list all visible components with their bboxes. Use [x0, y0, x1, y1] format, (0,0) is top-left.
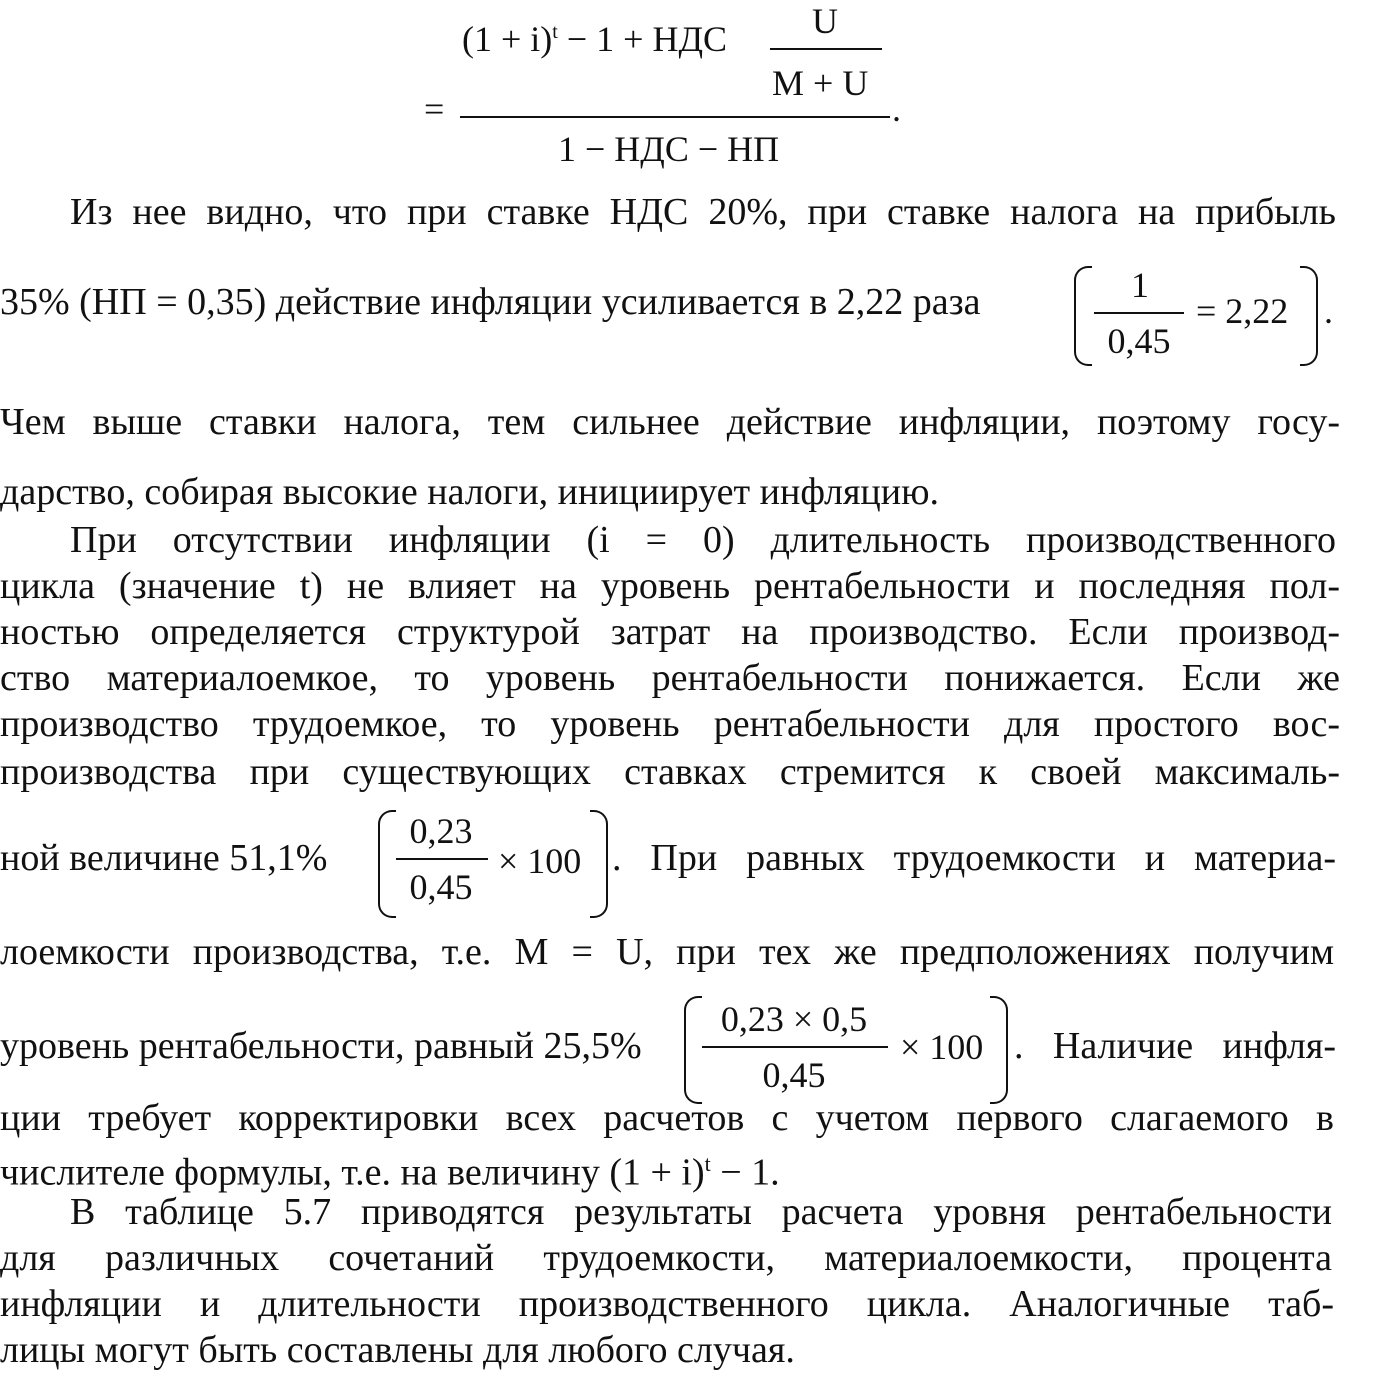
- fraction-bar: [1094, 312, 1184, 314]
- fraction-numerator: 0,23: [409, 811, 473, 851]
- text-line: Чем выше ставки налога, тем сильнее действие инфляции, поэтому госу-: [0, 401, 1340, 443]
- left-paren: [684, 996, 702, 1104]
- right-paren: [1300, 266, 1318, 366]
- formula-denominator: 1 − НДС − НП: [558, 129, 780, 169]
- text-line: производство трудоемкое, то уровень рентабельности для простого вос-: [0, 703, 1340, 745]
- formula-numerator: $(1 + i)^t - 1$ + НДС: [462, 19, 728, 59]
- fraction-denominator: 0,45: [762, 1055, 826, 1095]
- fraction-numerator: 1: [1131, 265, 1149, 305]
- text-line: производства при существующих ставках стремится к своей максималь-: [0, 751, 1340, 793]
- text-line: ностью определяется структурой затрат на производство. Если производ-: [0, 611, 1340, 653]
- text-line: числителе формулы, т.е. на величину $(1 + i)^t - 1$.: [0, 1151, 780, 1194]
- text-line: Из нее видно, что при ставке НДС 20%, при ставке налога на прибыль: [70, 191, 1336, 233]
- text-line-tail: . При равных трудоемкости и материа-: [612, 837, 1336, 879]
- formula-main-fraction-bar: [460, 116, 890, 118]
- text-line: лицы могут быть составлены для любого случая.: [0, 1329, 795, 1371]
- right-paren: [990, 996, 1008, 1104]
- fraction-tail: × 100: [498, 841, 582, 881]
- fraction-denominator: 0,45: [409, 867, 473, 907]
- fraction-tail: × 100: [900, 1027, 984, 1067]
- text-line: для различных сочетаний трудоемкости, материалоемкости, процента: [0, 1237, 1332, 1279]
- text-line: уровень рентабельности, равный 25,5%: [0, 1025, 642, 1067]
- formula-period: .: [892, 89, 901, 129]
- text-line: цикла (значение t) не влияет на уровень рентабельности и последняя пол-: [0, 565, 1340, 607]
- fraction-tail: = 2,22: [1196, 291, 1289, 331]
- text-line: лоемкости производства, т.е. M = U, при тех же предположениях получим: [0, 931, 1334, 973]
- text-line: инфляции и длительности производственного цикла. Аналогичные таб-: [0, 1283, 1334, 1325]
- formula-inner-fraction-bar: [770, 48, 882, 50]
- formula-inner-denominator: M + U: [772, 63, 869, 103]
- left-paren: [378, 810, 396, 918]
- text-line: 35% (НП = 0,35) действие инфляции усиливается в 2,22 раза: [0, 281, 981, 323]
- text-line: При отсутствии инфляции (i = 0) длительность производственного: [70, 519, 1336, 561]
- fraction-denominator: 0,45: [1107, 321, 1171, 361]
- fraction-numerator: 0,23 × 0,5: [720, 999, 868, 1039]
- sentence-period: .: [1324, 291, 1333, 331]
- text-line: В таблице 5.7 приводятся результаты расчета уровня рентабельности: [70, 1191, 1332, 1233]
- text-line-tail: . Наличие инфля-: [1014, 1025, 1336, 1067]
- fraction-bar: [702, 1046, 888, 1048]
- text-line: ной величине 51,1%: [0, 837, 328, 879]
- right-paren: [590, 810, 608, 918]
- text-line: ство материалоемкое, то уровень рентабельности понижается. Если же: [0, 657, 1340, 699]
- formula-equals: =: [424, 89, 445, 129]
- text-line: ции требует корректировки всех расчетов с учетом первого слагаемого в: [0, 1097, 1334, 1139]
- fraction-bar: [396, 858, 488, 860]
- left-paren: [1074, 266, 1092, 366]
- text-line: дарство, собирая высокие налоги, инициирует инфляцию.: [0, 471, 939, 513]
- formula-inner-numerator: U: [812, 1, 838, 41]
